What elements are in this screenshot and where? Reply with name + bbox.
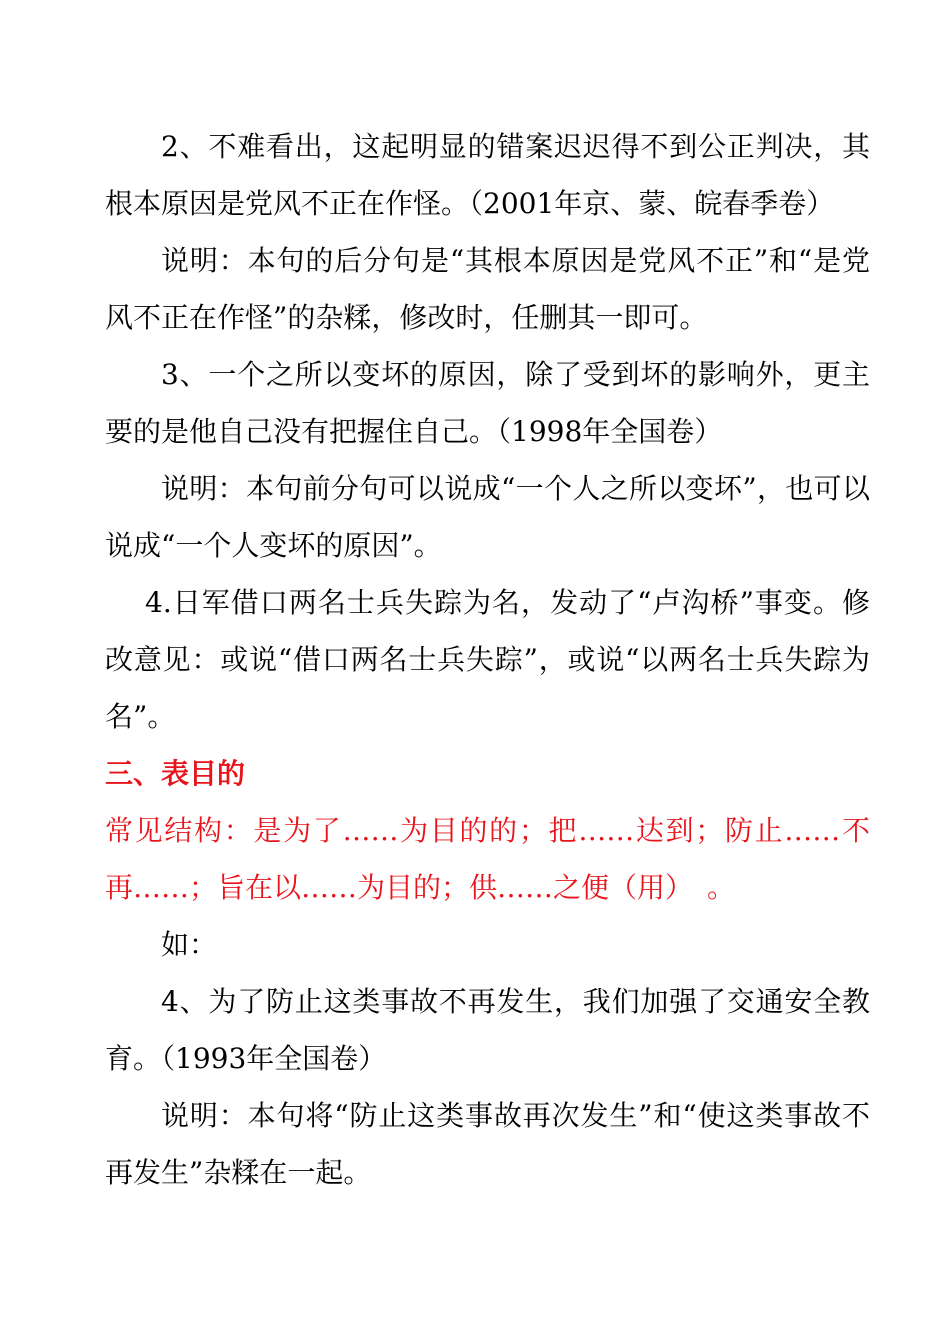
common-structure-note: 常见结构：是为了……为目的的；把……达到；防止……不再……；旨在以……为目的；供……之便（用） 。 [105, 814, 870, 904]
explanation-2: 说明：本句的后分句是“其根本原因是党风不正”和“是党风不正在作怪”的杂糅，修改时，任删其一即可。 [105, 244, 870, 334]
example-sentence-2: 2、不难看出，这起明显的错案迟迟得不到公正判决，其根本原因是党风不正在作怪。（2001年京、蒙、皖春季卷） [105, 130, 870, 220]
example-sentence-3: 3、一个之所以变坏的原因，除了受到坏的影响外，更主要的是他自己没有把握住自己。（1998年全国卷） [105, 358, 870, 448]
explanation-purpose: 说明：本句将“防止这类事故再次发生”和“使这类事故不再发生”杂糅在一起。 [105, 1099, 870, 1189]
example-intro: 如： [161, 928, 218, 961]
explanation-3: 说明：本句前分句可以说成“一个人之所以变坏”，也可以说成“一个人变坏的原因”。 [105, 472, 870, 562]
section-heading: 三、表目的 [105, 757, 246, 790]
example-sentence-purpose: 4、为了防止这类事故不再发生，我们加强了交通安全教育。（1993年全国卷） [105, 985, 870, 1075]
document-page [105, 118, 870, 1201]
example-sentence-4-with-fix: 4.日军借口两名士兵失踪为名，发动了“卢沟桥”事变。修改意见：或说“借口两名士兵失踪”，或说“以两名士兵失踪为名”。 [105, 586, 870, 733]
